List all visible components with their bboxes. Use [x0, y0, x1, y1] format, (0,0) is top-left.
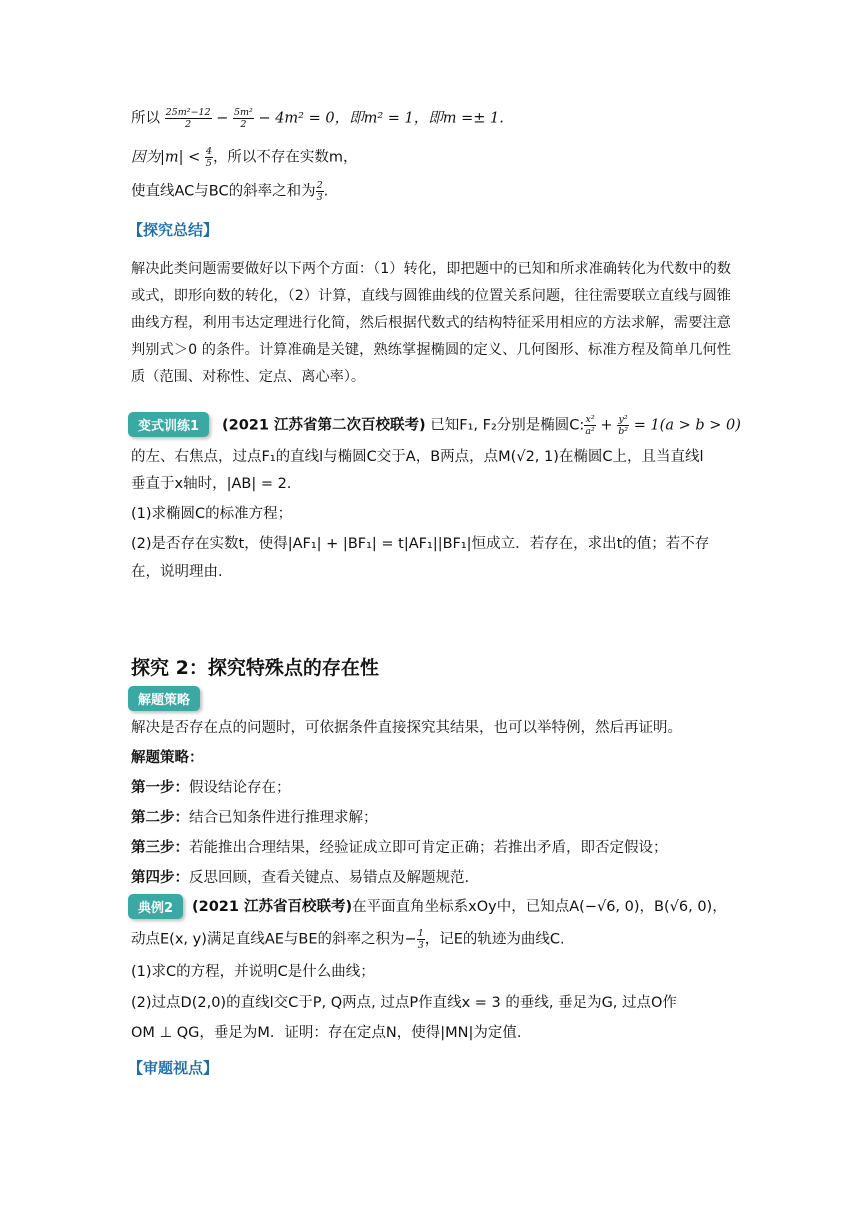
step-3: 第三步：若能推出合理结果，经验证成立即可肯定正确；若推出矛盾，即否定假设； — [131, 840, 668, 856]
fraction: $\frac{1}{3}$ — [417, 928, 424, 951]
summary-text: 解决此类问题需要做好以下两个方面：（1）转化，即把题中的已知和所求准确转化为代数中的数或式，即形向数的转化，（2）计算，直线与圆锥曲线的位置关系问题，往往需要联立直线与圆锥曲线方程，利用韦达定理进行化简，然后根据代数式的结构特征采用相应的方法求解，需要注意判别式＞0 的条件。计算准确是关键，熟练掌握椭圆的定义、几何图形、标准方程及简单几何性质（范围、对称性、定点、离心率）。 — [131, 261, 731, 385]
example-question-2a: (2)过点D(2,0)的直线l交C于P, Q两点, 过点P作直线x = 3 的垂线, 垂足为G, 过点O作 — [131, 995, 677, 1011]
inquiry-2-title: 探究 2：探究特殊点的存在性 — [131, 657, 379, 679]
example-line-1: (2021 江苏省百校联考)在平面直角坐标系xOy中，已知点A(−√6, 0)，B(√6, 0)， — [192, 899, 727, 915]
example-line-2: 动点E(x, y)满足直线AE与BE的斜率之积为− $\frac{1}{3}$ ，记E的轨迹为曲线C. — [131, 928, 565, 951]
fraction: $\frac{2}{3}$ — [316, 180, 323, 203]
text: 所以 — [131, 110, 160, 127]
variant-line-2: 的左、右焦点，过点F₁的直线l与椭圆C交于A，B两点，点M(√2, 1)在椭圆C上，且当直线l — [131, 449, 704, 465]
fraction: $\frac{\text{y²}}{\text{b²}}$ — [618, 414, 629, 437]
strategy-heading: 解题策略： — [131, 750, 204, 766]
step-4: 第四步：反思回顾，查看关键点、易错点及解题规范. — [131, 870, 470, 886]
variant-question-2a: (2)是否存在实数t，使得|AF₁| + |BF₁| = t|AF₁||BF₁|恒成立．若存在，求出t的值；若不存 — [131, 536, 710, 552]
fraction: $\frac{4}{5}$ — [205, 146, 212, 169]
fraction: $\frac{\text{x²}}{\text{a²}}$ — [585, 414, 595, 437]
variant-line-3: 垂直于x轴时，|AB| = 2. — [131, 476, 292, 492]
example-question-2b: OM ⊥ QG，垂足为M．证明：存在定点N，使得|MN|为定值. — [131, 1025, 522, 1041]
variant-line-1: (2021 江苏省第二次百校联考) 已知F₁, F₂分别是椭圆C: $\frac{\text{x²}}{\text{a²}}$ + $\frac{\text{y²}}{\text{b²}}$ = 1(a > b > 0) — [222, 414, 741, 437]
equation-line-2: 因为|m| < $\frac{4}{5}$ ，所以不存在实数m， — [131, 146, 358, 169]
variant-question-2b: 在，说明理由. — [131, 564, 223, 580]
fraction: $\frac{\text{5m²}}{2}$ — [233, 107, 253, 130]
variant-question-1: (1)求椭圆C的标准方程； — [131, 506, 293, 522]
fraction: $\frac{\text{25m²−12}}{2}$ — [165, 107, 211, 130]
variant-badge: 变式训练1 — [128, 412, 209, 437]
example-question-1: (1)求C的方程，并说明C是什么曲线； — [131, 964, 375, 980]
inquiry-intro: 解决是否存在点的问题时，可依据条件直接探究其结果，也可以举特例，然后再证明。 — [131, 720, 682, 736]
summary-heading: 【探究总结】 — [128, 221, 219, 239]
strategy-badge: 解题策略 — [128, 686, 200, 711]
step-2: 第二步：结合已知条件进行推理求解； — [131, 810, 378, 826]
review-heading: 【审题视点】 — [128, 1059, 219, 1077]
step-1: 第一步：假设结论存在； — [131, 780, 291, 796]
example-badge: 典例2 — [128, 894, 183, 919]
equation-line-1: 所以 $\frac{\text{25m²−12}}{2}$ − $\frac{\text{5m²}}{2}$ − 4m² = 0，即m² = 1，即m =± 1. — [131, 107, 504, 130]
equation-line-3: 使直线AC与BC的斜率之和为 $\frac{2}{3}$ . — [131, 180, 329, 203]
